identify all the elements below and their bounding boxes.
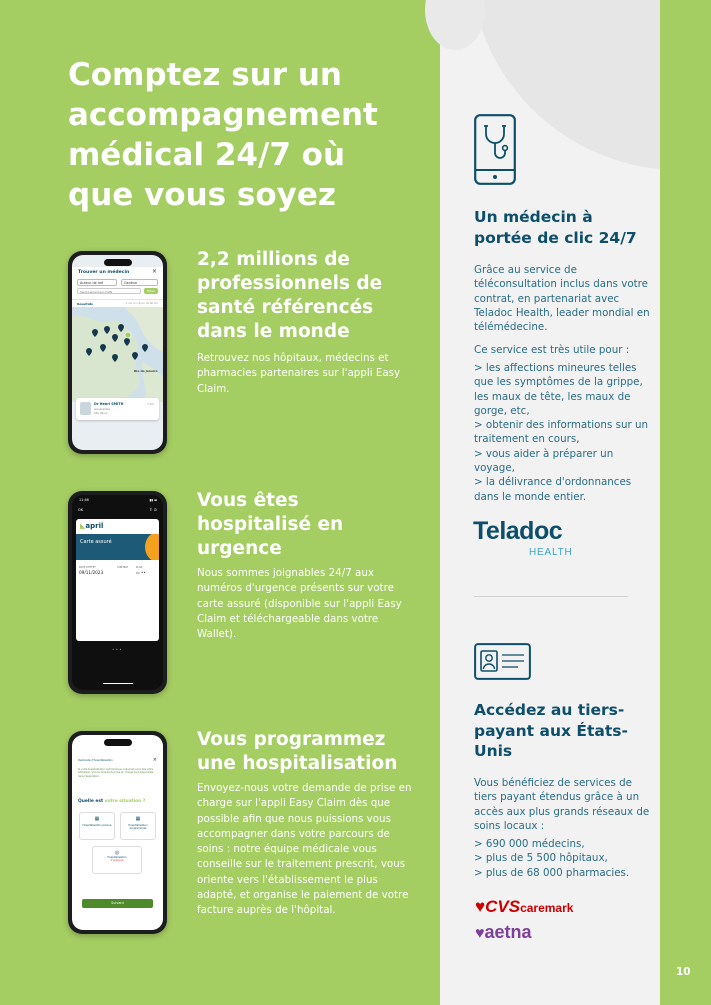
option-emergency[interactable] [92, 846, 142, 874]
phone-notch [104, 259, 132, 266]
tiers-payant-bullets [474, 837, 654, 880]
share-icon: ⇪ ⊙ [149, 507, 157, 512]
location-field: Genève [121, 279, 158, 286]
doctor-role: Généraliste [94, 407, 111, 411]
card-pager-dots: • • • [112, 647, 122, 652]
doctor-name: Dr Henri SMITH [94, 402, 124, 406]
page-title: Comptez sur un accompagnement médical 24/7 où que vous soyez [68, 57, 378, 213]
section-title-tiers-payant: Accédez au tiers-payant aux États-Unis [474, 701, 628, 760]
feature-body-hospitalisation: Envoyez-nous votre demande de prise en charge sur l'appli Easy Claim dès que possible afin que nous puissions vous accompagner dans votre parcours de soins : notre équipe médicale vous conseille sur le traitement prescrit, vous oriente vers l'établissement le plus adapté, et organise le paiement de votre facture auprès de l'hôpital. [197, 782, 412, 917]
card-banner [76, 534, 159, 560]
bullet-item: > les affections mineures telles que les symptômes de la grippe, les maux de tête, les maux de gorge, etc, [474, 362, 643, 417]
teleconsultation-usage: Ce service est très utile pour : [474, 344, 630, 356]
results-count: 1 sur un rayon de 80 km [126, 301, 158, 305]
teladoc-health: HEALTH [529, 547, 573, 558]
map-place-label: Rio de Janeiro [134, 369, 158, 373]
caremark-wordmark: caremark [520, 901, 574, 915]
hosp-question [78, 799, 145, 804]
feature-title-emergency: Vous êtes hospitalisé en urgence [197, 490, 344, 559]
back-button: OK [78, 508, 84, 512]
page-number: 10 [676, 966, 691, 978]
cvs-caremark-logo [475, 897, 573, 917]
tiers-payant-paragraph: Vous bénéficiez de services de tiers payant étendus grâce à un accès aux plus grands réseaux de soins locaux : [474, 777, 650, 832]
feature-body-emergency: Nous sommes joignables 24/7 aux numéros d'urgence présents sur votre carte assuré (disponible sur l'appli Easy Claim et téléchargeable dans votre Wallet). [197, 567, 402, 641]
filter-button: Filtrer [144, 288, 158, 294]
hosp-intro: Si votre hospitalisation est imprévue, prévenez-nous dès votre admission. Vos documents de prise en charge sont disponibles dans l'application. [78, 768, 154, 778]
bullet-item: > plus de 68 000 pharmacies. [474, 866, 630, 879]
contract-label: CONTRAT [117, 566, 129, 569]
date-label: DATE D'EFFET [79, 566, 96, 569]
insurance-card [76, 519, 159, 641]
option-emergency-label: Hospitalisation [107, 856, 127, 859]
april-logo: ◣april [80, 522, 104, 530]
map-app-header [72, 267, 163, 299]
phone-card-mockup [68, 491, 167, 694]
address-field: Saint-Laurent-sur-LYON [77, 288, 141, 294]
calendar-icon: ▦ [94, 816, 100, 822]
teladoc-logo [473, 517, 573, 558]
aetna-logo [475, 922, 532, 943]
date-value: 09/11/2023 [79, 570, 104, 575]
specialty-field: Auteur de mé [77, 279, 117, 286]
status-icons: ▮▮ ▬ [149, 498, 157, 502]
close-icon: × [151, 268, 157, 275]
cvs-wordmark: CVS [485, 897, 521, 916]
doctor-distance: 7 km [146, 402, 154, 406]
next-button[interactable]: Suivant [82, 899, 153, 908]
close-icon: × [152, 757, 157, 763]
april-brand: april [85, 522, 104, 530]
id-card-icon [474, 643, 531, 680]
heart-icon: ♥ [475, 897, 486, 916]
bullet-item: > obtenir des informations sur un traitement en cours, [474, 419, 649, 446]
doctor-result-card [76, 398, 159, 420]
bullet-item: > vous aider à préparer un voyage, [474, 447, 614, 475]
card-label: Carte assuré [80, 539, 112, 545]
teleconsultation-bullets [474, 361, 654, 504]
feature-title-professionals: 2,2 millions de professionnels de santé référencés dans le monde [197, 249, 383, 342]
doctor-city: São Paulo [94, 411, 108, 415]
bullet-item: > plus de 5 500 hôpitaux, [474, 852, 608, 865]
results-label: Résultats [77, 301, 93, 306]
hosp-header: Demande d'hospitalisation [78, 759, 113, 762]
hosp-question-accent: votre situation ? [104, 799, 146, 804]
plan-value: ▭ •• [136, 570, 146, 575]
results-bar [72, 299, 163, 307]
feature-title-hospitalisation: Vous programmez une hospitalisation [197, 729, 398, 774]
option-planned-label: Hospitalisation prévue [82, 824, 112, 827]
map-app-title: Trouver un médecin [78, 270, 130, 275]
option-scheduled-label: Hospitalisation programmée [128, 824, 148, 830]
map-view [72, 307, 163, 402]
heart-icon: ♥ [475, 925, 485, 942]
phone-map-mockup [68, 251, 167, 454]
phone-notch [104, 739, 132, 746]
doctor-avatar [80, 402, 91, 415]
phone-stethoscope-icon [474, 114, 516, 185]
option-emergency-accent: d'urgence [110, 859, 124, 862]
section-title-teleconsultation: Un médecin à portée de clic 24/7 [474, 208, 637, 247]
right-margin-strip [660, 0, 711, 1005]
bullet-item: > la délivrance d'ordonnances dans le monde entier. [474, 476, 632, 503]
feature-body-professionals: Retrouvez nos hôpitaux, médecins et pharmacies partenaires sur l'appli Easy Claim. [197, 352, 401, 395]
bullet-item: > 690 000 médecins, [474, 838, 585, 850]
card-orange-shape [145, 534, 159, 560]
plan-label: PLAN [136, 566, 143, 569]
status-time: 11:46 [79, 498, 89, 502]
aetna-wordmark: aetna [484, 922, 532, 942]
teladoc-wordmark: Teladoc [473, 517, 563, 545]
emergency-icon: ◎ [114, 850, 120, 856]
option-planned[interactable] [79, 812, 115, 840]
option-scheduled[interactable] [120, 812, 156, 840]
hosp-question-start: Quelle est [78, 799, 105, 804]
section-divider [474, 596, 628, 597]
teleconsultation-paragraph: Grâce au service de téléconsultation inclus dans votre contrat, en partenariat avec Teladoc Health, leader mondial en télémédecine. [474, 264, 650, 334]
phone-hospitalisation-mockup [68, 731, 167, 934]
calendar-icon: ▦ [135, 816, 141, 822]
home-indicator [103, 683, 133, 685]
